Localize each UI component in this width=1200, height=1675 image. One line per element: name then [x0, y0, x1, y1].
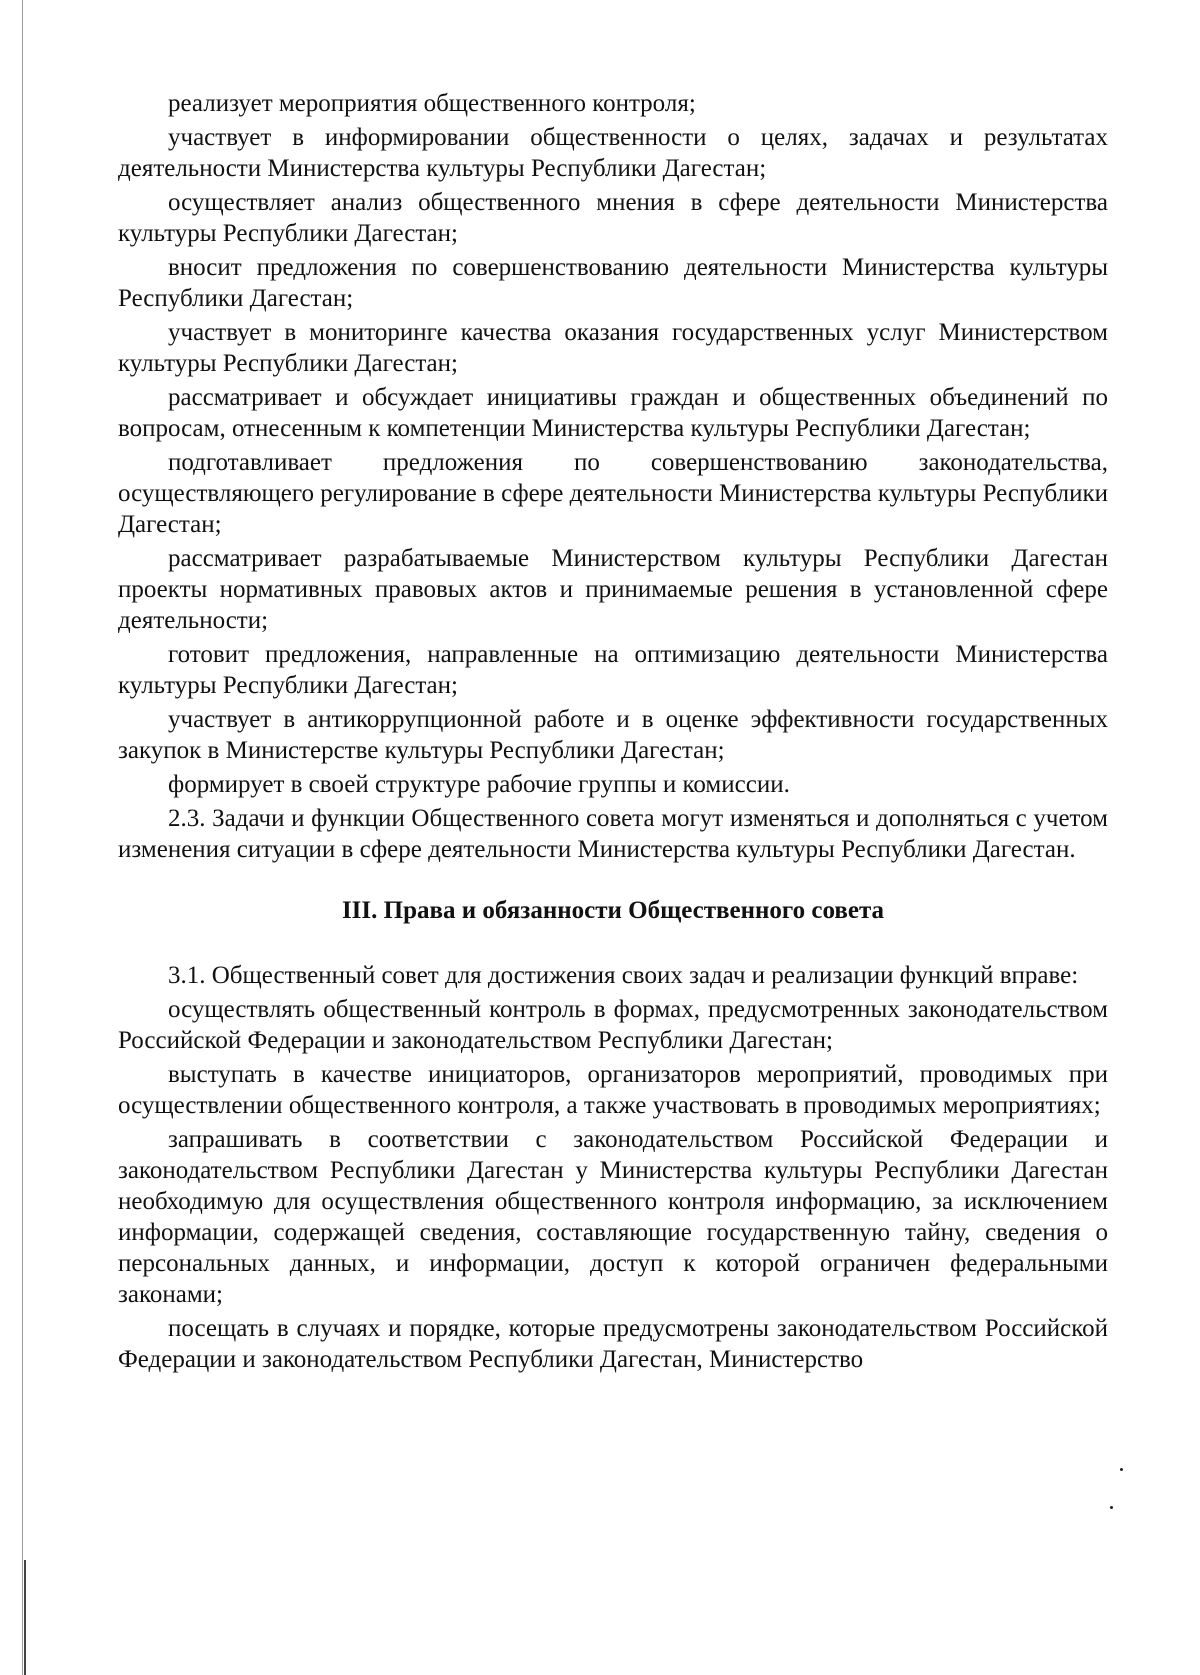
paragraph: участвует в мониторинге качества оказания государственных услуг Министерством культуры Республики Дагестан; — [118, 319, 1108, 377]
paragraph: подготавливает предложения по совершенствованию законодательства, осуществляющего регулирование в сфере деятельности Министерства культуры Республики Дагестан; — [118, 449, 1108, 538]
paragraph: запрашивать в соответствии с законодательством Российской Федерации и законодательством Республики Дагестан у Министерства культуры Республики Дагестан необходимую для осуществления общественного контроля информацию, за исключением информации, содержащей сведения, составляющие государственную тайну, сведения о персональных данных, и информации, доступ к которой ограничен федеральными законами; — [118, 1126, 1108, 1308]
paragraph: вносит предложения по совершенствованию деятельности Министерства культуры Республики Дагестан; — [118, 254, 1108, 312]
paragraph: 2.3. Задачи и функции Общественного совета могут изменяться и дополняться с учетом изменения ситуации в сфере деятельности Министерства культуры Республики Дагестан. — [118, 805, 1108, 863]
paragraph: 3.1. Общественный совет для достижения своих задач и реализации функций вправе: — [168, 962, 1079, 989]
paragraph: рассматривает разрабатываемые Министерством культуры Республики Дагестан проекты нормативных правовых актов и принимаемые решения в установленной сфере деятельности; — [118, 545, 1108, 634]
paragraph: участвует в информировании общественности о целях, задачах и результатах деятельности Министерства культуры Республики Дагестан; — [118, 124, 1108, 182]
paragraph: готовит предложения, направленные на оптимизацию деятельности Министерства культуры Республики Дагестан; — [118, 641, 1108, 699]
paragraph: формирует в своей структуре рабочие группы и комиссии. — [168, 771, 790, 798]
paragraph: рассматривает и обсуждает инициативы граждан и общественных объединений по вопросам, отнесенным к компетенции Министерства культуры Республики Дагестан; — [118, 384, 1108, 442]
paragraph: реализует мероприятия общественного контроля; — [168, 90, 696, 117]
paragraph: посещать в случаях и порядке, которые предусмотрены законодательством Российской Федерации и законодательством Республики Дагестан, Министерство — [118, 1315, 1108, 1373]
document-body — [118, 88, 1108, 1378]
scan-edge-line — [22, 0, 23, 1675]
scan-speck — [1120, 1468, 1123, 1471]
paragraph: осуществляет анализ общественного мнения в сфере деятельности Министерства культуры Республики Дагестан; — [118, 189, 1108, 247]
paragraph: выступать в качестве инициаторов, организаторов мероприятий, проводимых при осуществлении общественного контроля, а также участвовать в проводимых мероприятиях; — [118, 1061, 1108, 1119]
paragraph: осуществлять общественный контроль в формах, предусмотренных законодательством Российской Федерации и законодательством Республики Дагестан; — [118, 996, 1108, 1054]
scan-speck — [1110, 1506, 1113, 1509]
section-heading: III. Права и обязанности Общественного совета — [341, 897, 885, 924]
scan-edge-shadow — [24, 1560, 26, 1675]
paragraph: участвует в антикоррупционной работе и в оценке эффективности государственных закупок в Министерстве культуры Республики Дагестан; — [118, 706, 1108, 764]
